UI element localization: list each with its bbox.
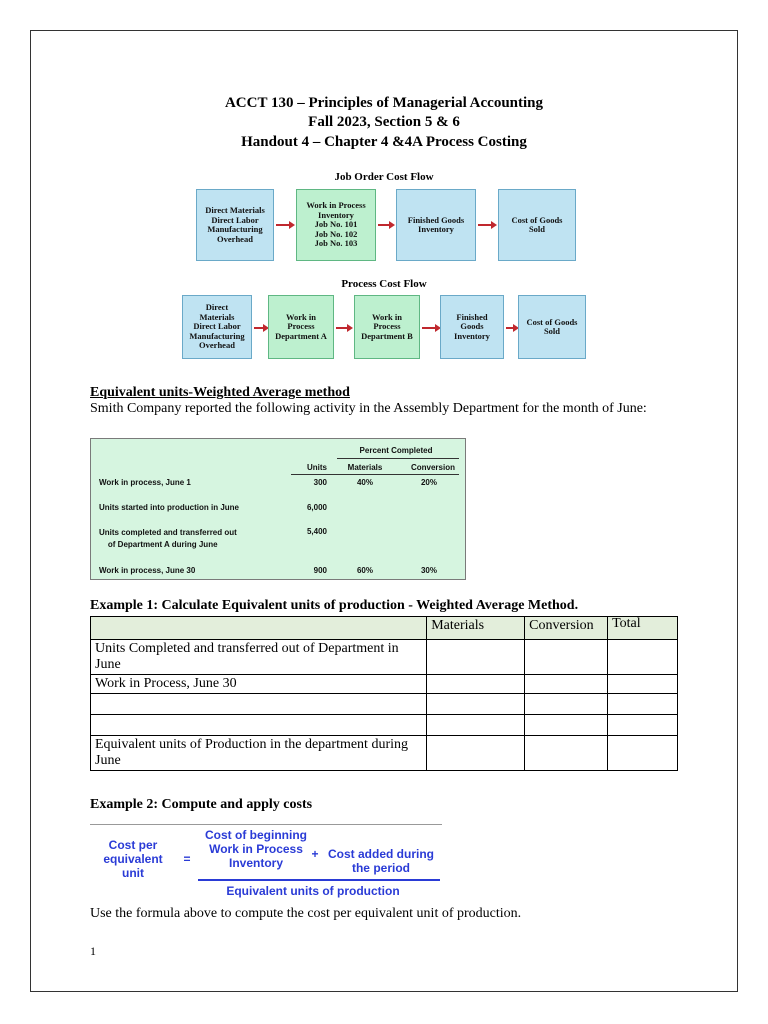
materials-cell[interactable] (427, 736, 525, 771)
intro-paragraph: Smith Company reported the following activity in the Assembly Department for the month of June: (90, 401, 647, 416)
percent-completed-header: Percent Completed (359, 446, 433, 455)
table-row (91, 736, 678, 771)
example1-table (90, 616, 678, 771)
term-title: Fall 2023, Section 5 & 6 (308, 114, 460, 130)
row-label: Work in Process, June 30 (91, 675, 427, 694)
process-arrow-3 (422, 327, 436, 329)
row-units: 900 (313, 566, 327, 575)
total-cell[interactable] (608, 675, 678, 694)
process-direct-costs-box: Direct Materials Direct Labor Manufacturing Overhead (182, 295, 252, 359)
header-materials: Materials (427, 617, 525, 640)
process-cogs-box: Cost of Goods Sold (518, 295, 586, 359)
col-materials: Materials (347, 463, 383, 472)
total-cell[interactable] (608, 715, 678, 736)
example2-heading: Example 2: Compute and apply costs (90, 797, 313, 812)
row-units: 6,000 (306, 503, 327, 512)
col-conversion: Conversion (410, 463, 455, 472)
columns-rule (291, 474, 459, 475)
table-row (91, 715, 678, 736)
row-materials: 40% (356, 478, 373, 487)
row-materials: 60% (356, 566, 373, 575)
table-row (91, 675, 678, 694)
process-dept-b-box: Work in Process Department B (354, 295, 420, 359)
formula-equals: = (183, 852, 191, 866)
job-direct-costs-box: Direct Materials Direct Labor Manufacturing Overhead (196, 189, 274, 261)
job-finished-goods-box: Finished Goods Inventory (396, 189, 476, 261)
row-label: Work in process, June 1 (99, 478, 191, 487)
header-blank-cell (91, 617, 427, 640)
example1-heading: Example 1: Calculate Equivalent units of production - Weighted Average Method. (90, 598, 579, 613)
col-units: Units (307, 463, 327, 472)
row-label: Units Completed and transferred out of Department in June (91, 640, 427, 675)
process-flow-title: Process Cost Flow (341, 278, 427, 290)
row-units: 300 (313, 478, 327, 487)
process-arrow-1 (254, 327, 264, 329)
total-cell[interactable] (608, 640, 678, 675)
table-header-row (91, 617, 678, 640)
header-total: Total (608, 617, 678, 640)
formula-cost-added: Cost added during the period (328, 847, 434, 875)
header-rule (337, 458, 459, 459)
table-row (91, 694, 678, 715)
job-arrow-2 (378, 224, 390, 226)
formula-top-rule (90, 824, 442, 825)
process-dept-a-box: Work in Process Department A (268, 295, 334, 359)
formula-denominator: Equivalent units of production (226, 884, 400, 898)
header-conversion: Conversion (525, 617, 608, 640)
row-label: Work in process, June 30 (99, 566, 196, 575)
table-row (91, 640, 678, 675)
handout-title: Handout 4 – Chapter 4 &4A Process Costing (241, 134, 527, 150)
process-finished-goods-box: Finished Goods Inventory (440, 295, 504, 359)
materials-cell[interactable] (427, 640, 525, 675)
materials-cell[interactable] (427, 694, 525, 715)
row-label (91, 694, 427, 715)
row-conversion: 30% (420, 566, 437, 575)
materials-cell[interactable] (427, 715, 525, 736)
conversion-cell[interactable] (525, 675, 608, 694)
process-arrow-4 (506, 327, 514, 329)
conversion-cell[interactable] (525, 715, 608, 736)
job-arrow-3 (478, 224, 492, 226)
job-cogs-box: Cost of Goods Sold (498, 189, 576, 261)
conversion-cell[interactable] (525, 694, 608, 715)
row-units: 5,400 (306, 527, 327, 536)
fraction-bar (198, 879, 440, 881)
row-label (91, 715, 427, 736)
total-cell[interactable] (608, 736, 678, 771)
materials-cell[interactable] (427, 675, 525, 694)
row-label: Units completed and transferred out of Department A during June (99, 528, 237, 549)
job-arrow-1 (276, 224, 290, 226)
page-number: 1 (90, 944, 96, 958)
formula-beginning-wip: Cost of beginning Work in Process Inventory (205, 828, 307, 870)
formula-lhs: Cost per equivalent unit (103, 838, 163, 880)
total-cell[interactable] (608, 694, 678, 715)
row-conversion: 20% (420, 478, 437, 487)
row-label: Equivalent units of Production in the department during June (91, 736, 427, 771)
section-heading: Equivalent units-Weighted Average method (90, 385, 350, 400)
activity-table (90, 438, 466, 580)
course-title: ACCT 130 – Principles of Managerial Accounting (224, 95, 544, 111)
formula-plus: + (311, 847, 319, 861)
job-wip-box: Work in Process Inventory Job No. 101 Job No. 102 Job No. 103 (296, 189, 376, 261)
row-label: Units started into production in June (99, 503, 239, 512)
formula-instruction: Use the formula above to compute the cost per equivalent unit of production. (90, 906, 522, 921)
conversion-cell[interactable] (525, 640, 608, 675)
job-order-flow-title: Job Order Cost Flow (334, 171, 434, 183)
process-arrow-2 (336, 327, 348, 329)
conversion-cell[interactable] (525, 736, 608, 771)
